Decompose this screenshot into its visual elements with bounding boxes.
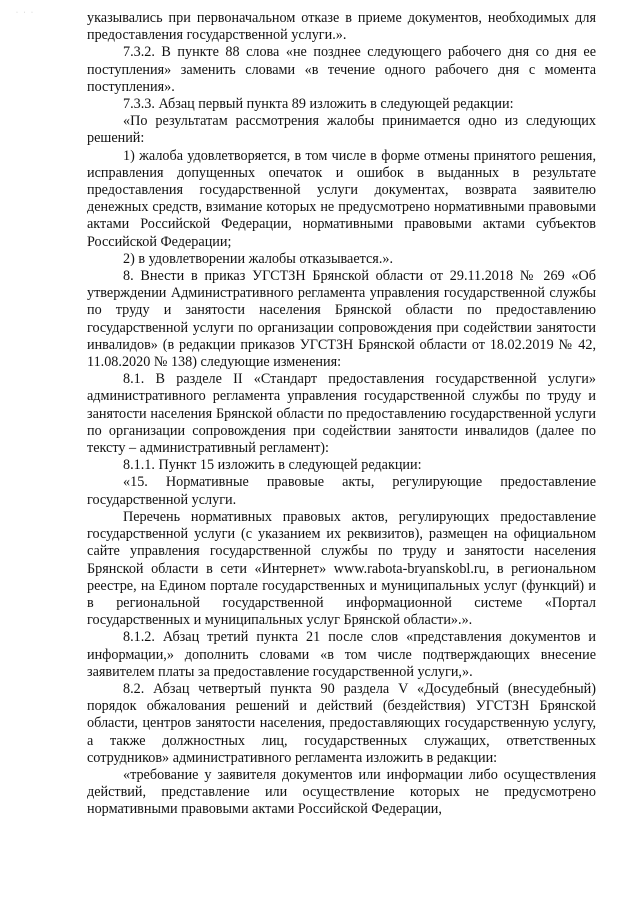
paragraph-8-1-2: 8.1.2. Абзац третий пункта 21 после слов «представления документов и информации,» дополнить словами «в том числе подтверждающих внесение заявителем платы за предоставление государственной услуги,». — [87, 629, 596, 680]
paragraph-continuation: указывались при первоначальном отказе в приеме документов, необходимых для предоставления государственной услуги.». — [87, 10, 596, 44]
paragraph-clause-15: «15. Нормативные правовые акты, регулирующие предоставление государственной услуги. — [87, 474, 596, 508]
paragraph-complaint-result: «По результатам рассмотрения жалобы принимается одно из следующих решений: — [87, 113, 596, 147]
paragraph-8: 8. Внести в приказ УГСТЗН Брянской области от 29.11.2018 № 269 «Об утверждении Административного регламента управления государственной службы по труду и занятости населения Брянской области по предоставлению государственной услуги по организации сопровождения при содействии занятости инвалидов» (в редакции приказов УГСТЗН Брянской области от 18.02.2019 № 42, 11.08.2020 № 138) следующие изменения: — [87, 268, 596, 371]
paragraph-legal-acts-list: Перечень нормативных правовых актов, регулирующих предоставление государственной услуги (с указанием их реквизитов), размещен на официальном сайте управления государственной службы по труду и занятости населения Брянской области в сети «Интернет» www.rabota-bryanskobl.ru, в региональном реестре, на Едином портале государственных и муниципальных услуг (функций) и в региональной государственной информационной системе «Портал государственных и муниципальных услуг Брянской области».». — [87, 508, 596, 629]
paragraph-8-1: 8.1. В разделе II «Стандарт предоставления государственной услуги» административного регламента управления государственной службы по труду и занятости населения Брянской области по предоставлению государственной услуги по организации сопровождения при содействии занятости инвалидов (далее по тексту – административный регламент): — [87, 371, 596, 457]
paragraph-item-1: 1) жалоба удовлетворяется, в том числе в форме отмены принятого решения, исправления допущенных опечаток и ошибок в выданных в результате предоставления государственной услуги документах, возврата заявителю денежных средств, взимание которых не предусмотрено нормативными правовыми актами Российской Федерации, нормативными правовыми актами субъектов Российской Федерации; — [87, 147, 596, 250]
paragraph-8-2: 8.2. Абзац четвертый пункта 90 раздела V «Досудебный (внесудебный) порядок обжалования решений и действий (бездействия) УГСТЗН Брянской области, центров занятости населения, предоставляющих государственную услугу, а также должностных лиц, государственных служащих, ответственных сотрудников» административного регламента изложить в редакции: — [87, 680, 596, 766]
paragraph-7-3-3: 7.3.3. Абзац первый пункта 89 изложить в следующей редакции: — [123, 96, 514, 113]
paragraph-7-3-2: 7.3.2. В пункте 88 слова «не позднее следующего рабочего дня со дня ее поступления» заменить словами «в течение одного рабочего дня с момента поступления». — [87, 44, 596, 95]
document-page — [87, 10, 596, 819]
scan-artifact: · · · — [16, 10, 35, 16]
paragraph-requirement: «требование у заявителя документов или информации либо осуществления действий, представление или осуществление которых не предусмотрено нормативными правовыми актами Российской Федерации, — [87, 766, 596, 818]
paragraph-item-2: 2) в удовлетворении жалобы отказывается.». — [123, 250, 394, 267]
paragraph-8-1-1: 8.1.1. Пункт 15 изложить в следующей редакции: — [123, 457, 422, 474]
